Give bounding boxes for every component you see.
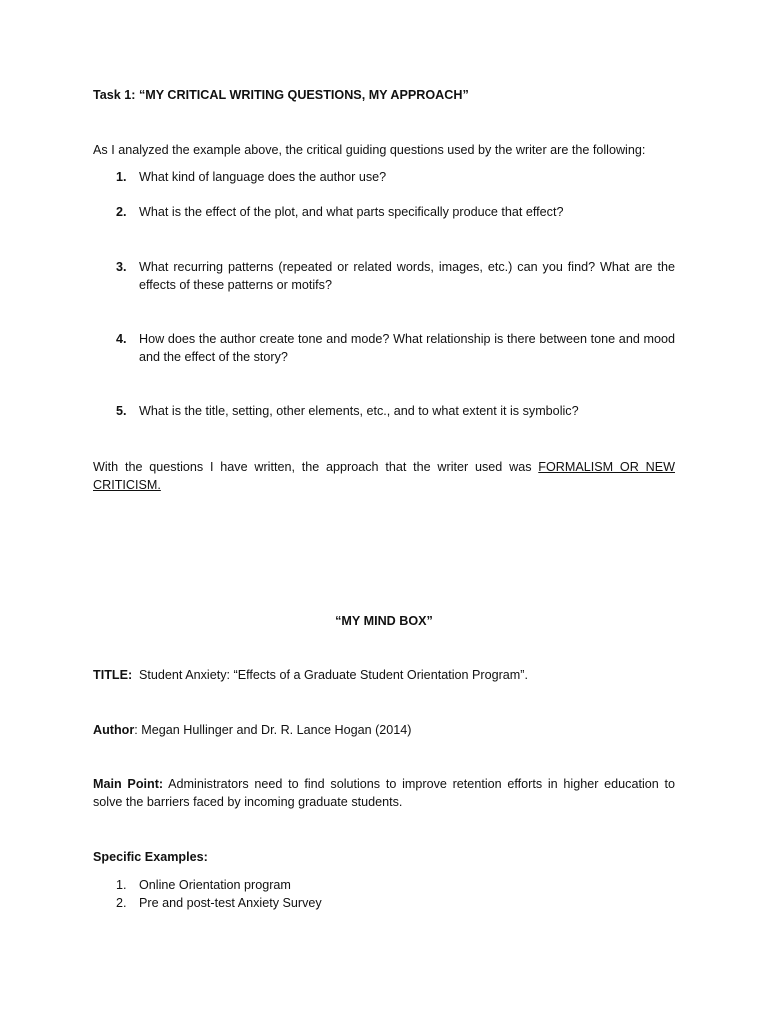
question-number: 3. xyxy=(116,260,127,274)
examples-label: Specific Examples: xyxy=(93,850,208,864)
author-value: : Megan Hullinger and Dr. R. Lance Hogan (2014) xyxy=(134,723,412,737)
question-text: How does the author create tone and mode? What relationship is there between tone and mood and the effect of the story? xyxy=(139,332,675,364)
conclusion-text: With the questions I have written, the approach that the writer used was xyxy=(93,460,539,474)
example-number: 2. xyxy=(116,896,127,910)
question-text: What kind of language does the author use? xyxy=(139,170,387,184)
question-number: 1. xyxy=(116,170,127,184)
question-text: What recurring patterns (repeated or related words, images, etc.) can you find? What are the effects of these patterns or motifs? xyxy=(139,260,675,292)
mind-box-title-row xyxy=(93,666,675,684)
question-text: What is the effect of the plot, and what parts specifically produce that effect? xyxy=(139,205,564,219)
main-point-label: Main Point: xyxy=(93,777,164,791)
example-text: Pre and post-test Anxiety Survey xyxy=(139,896,322,910)
question-number: 5. xyxy=(116,404,127,418)
question-text: What is the title, setting, other elements, etc., and to what extent it is symbolic? xyxy=(139,404,579,418)
title-value: Student Anxiety: “Effects of a Graduate Student Orientation Program”. xyxy=(139,668,528,682)
example-text: Online Orientation program xyxy=(139,878,291,892)
title-label: TITLE: xyxy=(93,668,133,682)
task-intro: As I analyzed the example above, the critical guiding questions used by the writer are the following: xyxy=(93,143,646,157)
mind-box-main-point xyxy=(93,775,675,811)
approach-conclusion xyxy=(93,458,675,494)
mind-box-heading: “MY MIND BOX” xyxy=(335,614,433,628)
approach-name: FORMALISM OR NEW CRITICISM. xyxy=(93,460,675,492)
author-label: Author xyxy=(93,723,135,737)
example-number: 1. xyxy=(116,878,127,892)
task-heading: Task 1: “MY CRITICAL WRITING QUESTIONS, MY APPROACH” xyxy=(93,88,469,102)
main-point-value: Administrators need to find solutions to improve retention efforts in higher education to solve the barriers faced by incoming graduate students. xyxy=(93,777,676,809)
mind-box-author-row xyxy=(93,721,675,739)
question-number: 2. xyxy=(116,205,127,219)
question-number: 4. xyxy=(116,332,127,346)
document-page xyxy=(93,0,675,1024)
